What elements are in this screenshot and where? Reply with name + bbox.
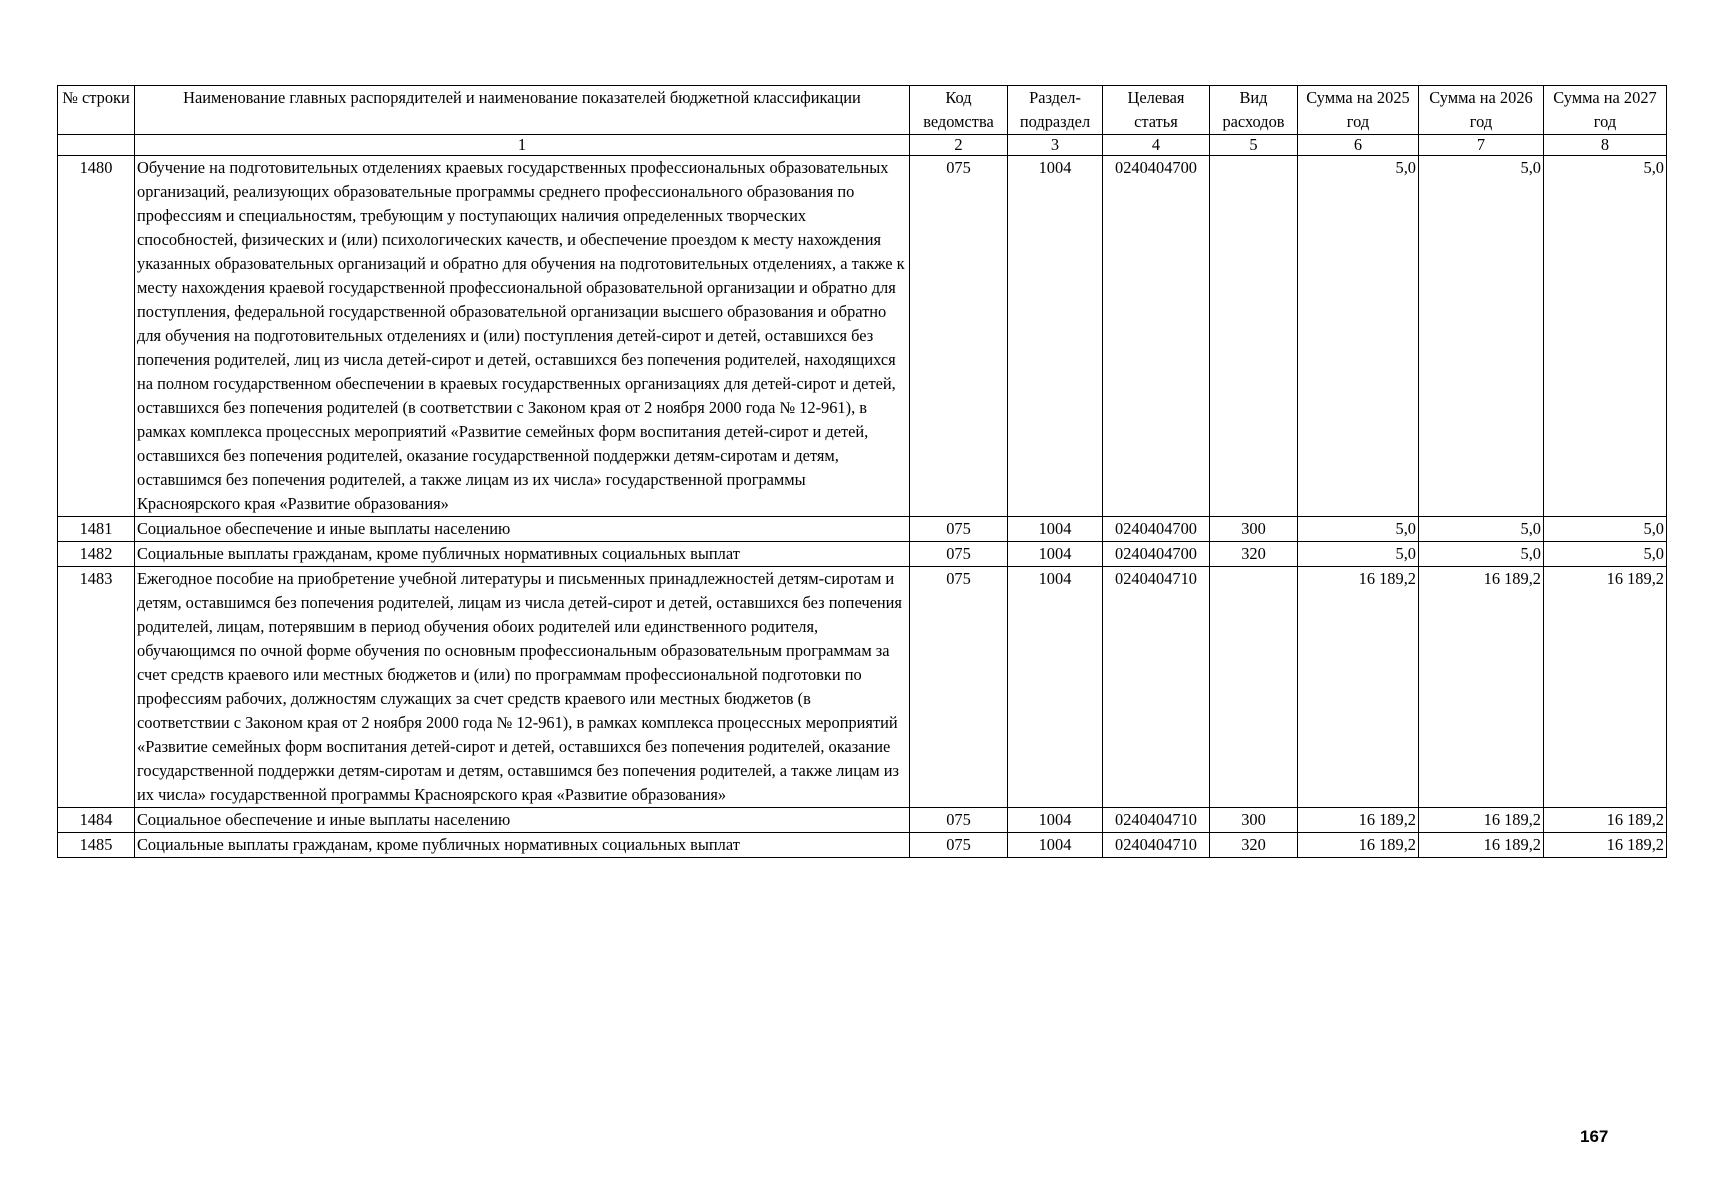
column-number: 3 xyxy=(1008,135,1103,156)
row-section: 1004 xyxy=(1008,567,1103,808)
column-number: 5 xyxy=(1210,135,1298,156)
table-row xyxy=(58,517,1667,542)
page-number: 167 xyxy=(1580,1127,1609,1146)
column-number: 1 xyxy=(135,135,910,156)
column-number: 8 xyxy=(1544,135,1667,156)
row-sum-2026: 16 189,2 xyxy=(1419,833,1544,858)
row-dept-code: 075 xyxy=(910,808,1008,833)
header-sum-2026: Сумма на 2026 год xyxy=(1419,86,1544,135)
row-sum-2026: 16 189,2 xyxy=(1419,808,1544,833)
row-name: Социальные выплаты гражданам, кроме публичных нормативных социальных выплат xyxy=(135,542,910,567)
row-sum-2026: 5,0 xyxy=(1419,542,1544,567)
header-name: Наименование главных распорядителей и наименование показателей бюджетной классификации xyxy=(135,86,910,135)
row-sum-2026: 5,0 xyxy=(1419,517,1544,542)
row-sum-2026: 5,0 xyxy=(1419,156,1544,517)
row-sum-2027: 16 189,2 xyxy=(1544,808,1667,833)
row-sum-2027: 5,0 xyxy=(1544,542,1667,567)
row-expense-type xyxy=(1210,567,1298,808)
row-sum-2025: 16 189,2 xyxy=(1298,808,1419,833)
table-row xyxy=(58,808,1667,833)
budget-table xyxy=(57,85,1667,858)
row-number: 1484 xyxy=(58,808,135,833)
row-section: 1004 xyxy=(1008,517,1103,542)
row-number: 1483 xyxy=(58,567,135,808)
header-sum-2027: Сумма на 2027 год xyxy=(1544,86,1667,135)
row-target: 0240404700 xyxy=(1103,517,1210,542)
header-section: Раздел-подраздел xyxy=(1008,86,1103,135)
row-name: Обучение на подготовительных отделениях краевых государственных профессиональных образовательных организаций, реализующих образовательные программы среднего профессионального образования по профессиям и специальностям, требующим у поступающих наличия определенных творческих способностей, физических и (или) психологических качеств, и обеспечение проездом к месту нахождения указанных образовательных организаций и обратно для обучения на подготовительных отделениях, а также к месту нахождения краевой государственной профессиональной образовательной организации и обратно для поступления, федеральной государственной образовательной организации высшего образования и обратно для обучения на подготовительных отделениях и (или) поступления детей-сирот и детей, оставшихся без попечения родителей, лиц из числа детей-сирот и детей, оставшихся без попечения родителей, находящихся на полном государственном обеспечении в краевых государственных организациях для детей-сирот и детей, оставшихся без попечения родителей (в соответствии с Законом края от 2 ноября 2000 года № 12-961), в рамках комплекса процессных мероприятий «Развитие семейных форм воспитания детей-сирот и детей, оставшихся без попечения родителей, оказание государственной поддержки детям-сиротам и детям, оставшимся без попечения родителей, а также лицам из их числа» государственной программы Красноярского края «Развитие образования» xyxy=(135,156,910,517)
column-number: 4 xyxy=(1103,135,1210,156)
row-expense-type: 300 xyxy=(1210,808,1298,833)
row-expense-type: 320 xyxy=(1210,833,1298,858)
row-sum-2025: 16 189,2 xyxy=(1298,833,1419,858)
row-name: Социальное обеспечение и иные выплаты населению xyxy=(135,808,910,833)
row-number: 1481 xyxy=(58,517,135,542)
column-number: 7 xyxy=(1419,135,1544,156)
row-expense-type: 300 xyxy=(1210,517,1298,542)
row-name: Социальные выплаты гражданам, кроме публичных нормативных социальных выплат xyxy=(135,833,910,858)
row-sum-2026: 16 189,2 xyxy=(1419,567,1544,808)
row-sum-2027: 5,0 xyxy=(1544,517,1667,542)
header-dept-code: Код ведомства xyxy=(910,86,1008,135)
header-row-number: № строки xyxy=(58,86,135,135)
row-name: Социальное обеспечение и иные выплаты населению xyxy=(135,517,910,542)
column-number: 2 xyxy=(910,135,1008,156)
row-dept-code: 075 xyxy=(910,156,1008,517)
table-row xyxy=(58,156,1667,517)
column-number-row xyxy=(58,135,1667,156)
column-number xyxy=(58,135,135,156)
table-row xyxy=(58,567,1667,808)
row-number: 1480 xyxy=(58,156,135,517)
row-target: 0240404700 xyxy=(1103,542,1210,567)
row-number: 1485 xyxy=(58,833,135,858)
row-dept-code: 075 xyxy=(910,833,1008,858)
row-expense-type: 320 xyxy=(1210,542,1298,567)
row-sum-2027: 16 189,2 xyxy=(1544,567,1667,808)
row-target: 0240404710 xyxy=(1103,808,1210,833)
row-sum-2027: 5,0 xyxy=(1544,156,1667,517)
row-target: 0240404710 xyxy=(1103,567,1210,808)
row-dept-code: 075 xyxy=(910,542,1008,567)
row-number: 1482 xyxy=(58,542,135,567)
row-target: 0240404710 xyxy=(1103,833,1210,858)
row-section: 1004 xyxy=(1008,542,1103,567)
row-sum-2027: 16 189,2 xyxy=(1544,833,1667,858)
row-sum-2025: 5,0 xyxy=(1298,517,1419,542)
column-number: 6 xyxy=(1298,135,1419,156)
row-section: 1004 xyxy=(1008,808,1103,833)
row-target: 0240404700 xyxy=(1103,156,1210,517)
header-target: Целевая статья xyxy=(1103,86,1210,135)
row-dept-code: 075 xyxy=(910,567,1008,808)
row-section: 1004 xyxy=(1008,833,1103,858)
row-dept-code: 075 xyxy=(910,517,1008,542)
row-name: Ежегодное пособие на приобретение учебной литературы и письменных принадлежностей детям-сиротам и детям, оставшимся без попечения родителей, лицам из числа детей-сирот и детей, оставшихся без попечения родителей, лицам, потерявшим в период обучения обоих родителей или единственного родителя, обучающимся по очной форме обучения по основным профессиональным образовательным программам за счет средств краевого или местных бюджетов и (или) по программам профессиональной подготовки по профессиям рабочих, должностям служащих за счет средств краевого или местных бюджетов (в соответствии с Законом края от 2 ноября 2000 года № 12-961), в рамках комплекса процессных мероприятий «Развитие семейных форм воспитания детей-сирот и детей, оставшихся без попечения родителей, оказание государственной поддержки детям-сиротам и детям, оставшимся без попечения родителей, а также лицам из их числа» государственной программы Красноярского края «Развитие образования» xyxy=(135,567,910,808)
table-row xyxy=(58,542,1667,567)
row-section: 1004 xyxy=(1008,156,1103,517)
row-expense-type xyxy=(1210,156,1298,517)
table-row xyxy=(58,833,1667,858)
table-header-row xyxy=(58,86,1667,135)
header-expense-type: Вид расходов xyxy=(1210,86,1298,135)
row-sum-2025: 16 189,2 xyxy=(1298,567,1419,808)
budget-sheet xyxy=(57,85,1667,858)
row-sum-2025: 5,0 xyxy=(1298,156,1419,517)
row-sum-2025: 5,0 xyxy=(1298,542,1419,567)
header-sum-2025: Сумма на 2025 год xyxy=(1298,86,1419,135)
